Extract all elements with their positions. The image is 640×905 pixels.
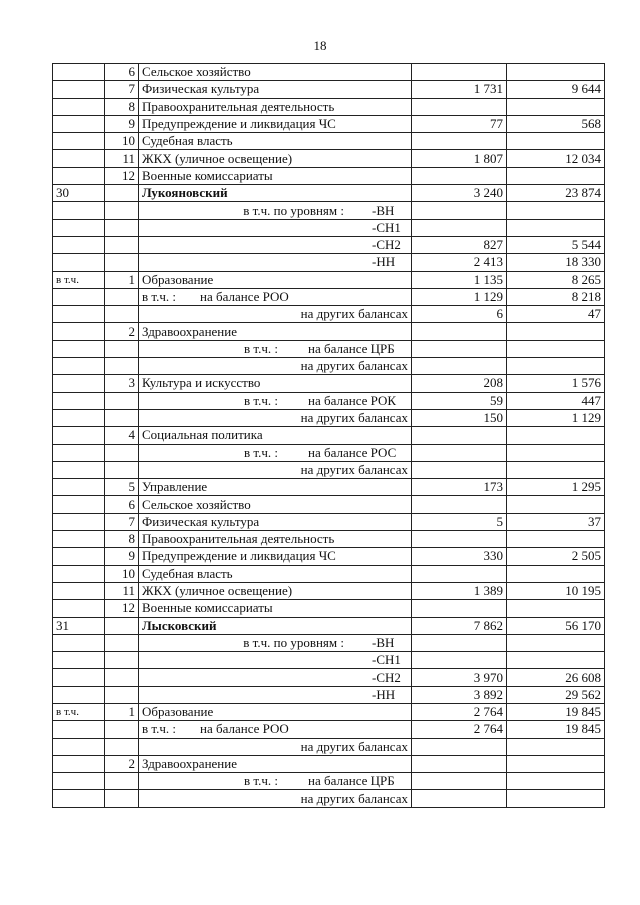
row-prefix: в т.ч.: [53, 271, 105, 288]
item-name: Предупреждение и ликвидация ЧС: [139, 548, 412, 565]
value-col2: 18 330: [507, 254, 605, 271]
value-col1: 208: [412, 375, 507, 392]
value-col1: 77: [412, 115, 507, 132]
balance-prefix: в т.ч. :: [244, 444, 278, 460]
value-col2: [507, 64, 605, 81]
table-row: [53, 288, 605, 305]
item-number: 10: [105, 133, 139, 150]
level-cell: [139, 652, 412, 669]
value-col1: [412, 167, 507, 184]
value-col2: [507, 600, 605, 617]
value-col2: 19 845: [507, 721, 605, 738]
item-number: [105, 738, 139, 755]
row-prefix: [53, 634, 105, 651]
value-col1: 2 764: [412, 721, 507, 738]
table-row: [53, 652, 605, 669]
table-row: [53, 686, 605, 703]
value-col2: 23 874: [507, 185, 605, 202]
value-col1: 150: [412, 409, 507, 426]
value-col2: [507, 340, 605, 357]
value-col1: 1 731: [412, 81, 507, 98]
value-col2: [507, 652, 605, 669]
row-prefix: [53, 115, 105, 132]
table-row: [53, 202, 605, 219]
row-prefix: [53, 427, 105, 444]
balance-prefix: в т.ч. :: [142, 289, 176, 304]
value-col2: [507, 461, 605, 478]
table-row: [53, 340, 605, 357]
item-name: Здравоохранение: [139, 755, 412, 772]
value-col1: 2 413: [412, 254, 507, 271]
table-row: [53, 375, 605, 392]
row-prefix: [53, 686, 105, 703]
table-row: [53, 634, 605, 651]
table-row: [53, 150, 605, 167]
item-name: Социальная политика: [139, 427, 412, 444]
value-col2: [507, 323, 605, 340]
row-prefix: [53, 496, 105, 513]
row-prefix: [53, 461, 105, 478]
item-name: ЖКХ (уличное освещение): [139, 582, 412, 599]
value-col2: [507, 565, 605, 582]
value-col2: 1 129: [507, 409, 605, 426]
value-col1: [412, 202, 507, 219]
district-row: [53, 617, 605, 634]
row-prefix: [53, 392, 105, 409]
table-row: [53, 600, 605, 617]
row-prefix: [53, 306, 105, 323]
table-row: [53, 167, 605, 184]
item-number: 7: [105, 513, 139, 530]
table-row: [53, 271, 605, 288]
item-number: 12: [105, 600, 139, 617]
balance-label: на балансе РОО: [200, 721, 289, 737]
level-cell: [139, 686, 412, 703]
value-col1: 330: [412, 548, 507, 565]
value-col1: [412, 790, 507, 807]
other-balance-label: на других балансах: [139, 738, 412, 755]
item-number: [105, 669, 139, 686]
row-prefix: [53, 669, 105, 686]
table-row: [53, 548, 605, 565]
district-row: [53, 185, 605, 202]
item-name: Образование: [139, 703, 412, 720]
row-prefix: [53, 219, 105, 236]
value-col1: [412, 64, 507, 81]
table-row: [53, 773, 605, 790]
value-col1: 7 862: [412, 617, 507, 634]
value-col1: [412, 773, 507, 790]
row-prefix: [53, 652, 105, 669]
item-number: [105, 652, 139, 669]
item-name: Правоохранительная деятельность: [139, 98, 412, 115]
value-col1: [412, 358, 507, 375]
item-name: Предупреждение и ликвидация ЧС: [139, 115, 412, 132]
level-label: -ВН: [372, 202, 395, 218]
district-number: 30: [53, 185, 105, 202]
value-col1: [412, 219, 507, 236]
item-number: 4: [105, 427, 139, 444]
other-balance-label: на других балансах: [139, 306, 412, 323]
balance-label: на балансе ЦРБ: [308, 340, 395, 356]
page-number: 18: [313, 38, 327, 53]
item-number: [105, 185, 139, 202]
item-name: ЖКХ (уличное освещение): [139, 150, 412, 167]
value-col2: 2 505: [507, 548, 605, 565]
table-row: [53, 738, 605, 755]
value-col2: [507, 358, 605, 375]
value-col2: 1 295: [507, 479, 605, 496]
item-number: 11: [105, 150, 139, 167]
level-label: -СН1: [372, 219, 401, 235]
row-prefix: [53, 375, 105, 392]
item-number: 1: [105, 703, 139, 720]
table-row: [53, 513, 605, 530]
item-number: 9: [105, 548, 139, 565]
row-prefix: [53, 150, 105, 167]
value-col2: [507, 790, 605, 807]
row-prefix: [53, 600, 105, 617]
item-number: 11: [105, 582, 139, 599]
row-prefix: [53, 531, 105, 548]
level-label: -ВН: [372, 634, 395, 650]
item-name: Военные комиссариаты: [139, 600, 412, 617]
row-prefix: [53, 81, 105, 98]
value-col1: [412, 340, 507, 357]
value-col2: [507, 444, 605, 461]
item-number: [105, 392, 139, 409]
row-prefix: [53, 582, 105, 599]
level-cell: [139, 236, 412, 253]
table-row: [53, 98, 605, 115]
value-col2: 447: [507, 392, 605, 409]
value-col2: [507, 202, 605, 219]
balance-cell: [139, 721, 412, 738]
district-name: Лукояновский: [139, 185, 412, 202]
table-row: [53, 703, 605, 720]
balance-cell: [139, 444, 412, 461]
value-col2: [507, 738, 605, 755]
value-col1: 1 807: [412, 150, 507, 167]
table-row: [53, 409, 605, 426]
table-row: [53, 115, 605, 132]
value-col1: [412, 738, 507, 755]
row-prefix: [53, 548, 105, 565]
level-label: -СН2: [372, 237, 401, 253]
row-prefix: [53, 479, 105, 496]
item-name: Судебная власть: [139, 133, 412, 150]
row-prefix: [53, 409, 105, 426]
table-row: [53, 392, 605, 409]
district-name: Лысковский: [139, 617, 412, 634]
table-row: [53, 531, 605, 548]
item-number: [105, 219, 139, 236]
table-row: [53, 133, 605, 150]
item-name: Управление: [139, 479, 412, 496]
level-label: -НН: [372, 686, 396, 702]
table-row: [53, 582, 605, 599]
item-number: 9: [105, 115, 139, 132]
value-col2: 1 576: [507, 375, 605, 392]
table-row: [53, 323, 605, 340]
value-col2: [507, 634, 605, 651]
item-name: Судебная власть: [139, 565, 412, 582]
table-row: [53, 669, 605, 686]
row-prefix: [53, 513, 105, 530]
balance-prefix: в т.ч. :: [244, 340, 278, 356]
other-balance-label: на других балансах: [139, 461, 412, 478]
item-number: [105, 288, 139, 305]
value-col1: [412, 652, 507, 669]
balance-cell: [139, 288, 412, 305]
value-col1: [412, 531, 507, 548]
value-col2: 5 544: [507, 236, 605, 253]
value-col1: 173: [412, 479, 507, 496]
row-prefix: [53, 444, 105, 461]
value-col2: [507, 531, 605, 548]
item-number: [105, 306, 139, 323]
item-number: 8: [105, 531, 139, 548]
level-cell: [139, 202, 412, 219]
row-prefix: [53, 340, 105, 357]
balance-cell: [139, 392, 412, 409]
level-label: -НН: [372, 254, 396, 270]
value-col2: 8 265: [507, 271, 605, 288]
level-prefix: в т.ч. по уровням :: [243, 202, 344, 218]
balance-label: на балансе РОК: [308, 392, 397, 408]
value-col1: 1 135: [412, 271, 507, 288]
item-number: [105, 358, 139, 375]
value-col1: [412, 98, 507, 115]
item-name: Сельское хозяйство: [139, 64, 412, 81]
item-number: 7: [105, 81, 139, 98]
item-number: [105, 721, 139, 738]
item-number: 2: [105, 323, 139, 340]
table-row: [53, 306, 605, 323]
value-col2: [507, 219, 605, 236]
value-col2: [507, 167, 605, 184]
item-name: Образование: [139, 271, 412, 288]
value-col2: [507, 773, 605, 790]
row-prefix: [53, 167, 105, 184]
row-prefix: [53, 565, 105, 582]
row-prefix: [53, 236, 105, 253]
item-number: 3: [105, 375, 139, 392]
balance-prefix: в т.ч. :: [244, 773, 278, 789]
item-name: Физическая культура: [139, 513, 412, 530]
level-label: -СН2: [372, 669, 401, 685]
item-number: 2: [105, 755, 139, 772]
value-col2: 9 644: [507, 81, 605, 98]
row-prefix: в т.ч.: [53, 703, 105, 720]
value-col2: [507, 133, 605, 150]
balance-label: на балансе ЦРБ: [308, 773, 395, 789]
table-row: [53, 790, 605, 807]
row-prefix: [53, 358, 105, 375]
level-cell: [139, 669, 412, 686]
item-number: [105, 617, 139, 634]
value-col2: 29 562: [507, 686, 605, 703]
value-col1: 3 970: [412, 669, 507, 686]
item-number: 10: [105, 565, 139, 582]
value-col1: 1 129: [412, 288, 507, 305]
value-col2: 37: [507, 513, 605, 530]
table-row: [53, 358, 605, 375]
item-name: Физическая культура: [139, 81, 412, 98]
value-col2: [507, 427, 605, 444]
value-col1: 59: [412, 392, 507, 409]
value-col1: [412, 600, 507, 617]
balance-prefix: в т.ч. :: [142, 721, 176, 737]
balance-prefix: в т.ч. :: [244, 392, 278, 408]
value-col2: 47: [507, 306, 605, 323]
row-prefix: [53, 254, 105, 271]
item-number: [105, 254, 139, 271]
table-row: [53, 254, 605, 271]
level-prefix: в т.ч. по уровням :: [243, 634, 344, 650]
value-col1: [412, 444, 507, 461]
level-label: -СН1: [372, 652, 401, 668]
row-prefix: [53, 64, 105, 81]
table-row: [53, 81, 605, 98]
value-col1: 1 389: [412, 582, 507, 599]
value-col2: [507, 98, 605, 115]
value-col1: [412, 496, 507, 513]
table-row: [53, 479, 605, 496]
row-prefix: [53, 98, 105, 115]
row-prefix: [53, 738, 105, 755]
item-number: 6: [105, 496, 139, 513]
item-number: 12: [105, 167, 139, 184]
table-row: [53, 427, 605, 444]
item-number: [105, 461, 139, 478]
item-number: [105, 790, 139, 807]
item-name: Сельское хозяйство: [139, 496, 412, 513]
row-prefix: [53, 133, 105, 150]
item-number: [105, 236, 139, 253]
row-prefix: [53, 721, 105, 738]
level-cell: [139, 634, 412, 651]
table-row: [53, 64, 605, 81]
value-col1: 5: [412, 513, 507, 530]
item-number: [105, 634, 139, 651]
table-row: [53, 219, 605, 236]
item-name: Культура и искусство: [139, 375, 412, 392]
item-name: Правоохранительная деятельность: [139, 531, 412, 548]
level-cell: [139, 254, 412, 271]
value-col2: 19 845: [507, 703, 605, 720]
value-col1: [412, 323, 507, 340]
other-balance-label: на других балансах: [139, 358, 412, 375]
district-number: 31: [53, 617, 105, 634]
level-cell: [139, 219, 412, 236]
value-col2: 568: [507, 115, 605, 132]
value-col1: [412, 427, 507, 444]
item-number: [105, 202, 139, 219]
value-col1: [412, 634, 507, 651]
item-number: 8: [105, 98, 139, 115]
value-col2: [507, 755, 605, 772]
value-col1: 6: [412, 306, 507, 323]
table-row: [53, 236, 605, 253]
row-prefix: [53, 773, 105, 790]
value-col1: [412, 755, 507, 772]
item-number: 1: [105, 271, 139, 288]
table-row: [53, 444, 605, 461]
budget-table: [52, 63, 605, 808]
row-prefix: [53, 288, 105, 305]
other-balance-label: на других балансах: [139, 790, 412, 807]
item-number: 6: [105, 64, 139, 81]
table-row: [53, 565, 605, 582]
row-prefix: [53, 323, 105, 340]
row-prefix: [53, 202, 105, 219]
balance-cell: [139, 773, 412, 790]
value-col1: 3 892: [412, 686, 507, 703]
value-col1: [412, 565, 507, 582]
value-col1: 2 764: [412, 703, 507, 720]
value-col2: [507, 496, 605, 513]
table-row: [53, 755, 605, 772]
value-col1: [412, 133, 507, 150]
value-col2: 12 034: [507, 150, 605, 167]
other-balance-label: на других балансах: [139, 409, 412, 426]
row-prefix: [53, 790, 105, 807]
balance-cell: [139, 340, 412, 357]
value-col1: 3 240: [412, 185, 507, 202]
row-prefix: [53, 755, 105, 772]
item-name: Здравоохранение: [139, 323, 412, 340]
item-number: [105, 773, 139, 790]
table-row: [53, 496, 605, 513]
item-number: 5: [105, 479, 139, 496]
item-number: [105, 340, 139, 357]
table-row: [53, 721, 605, 738]
table-row: [53, 461, 605, 478]
item-number: [105, 444, 139, 461]
value-col2: 56 170: [507, 617, 605, 634]
balance-label: на балансе РОО: [200, 289, 289, 304]
item-number: [105, 686, 139, 703]
value-col1: [412, 461, 507, 478]
value-col2: 10 195: [507, 582, 605, 599]
item-name: Военные комиссариаты: [139, 167, 412, 184]
value-col1: 827: [412, 236, 507, 253]
value-col2: 26 608: [507, 669, 605, 686]
balance-label: на балансе РОС: [308, 444, 397, 460]
value-col2: 8 218: [507, 288, 605, 305]
item-number: [105, 409, 139, 426]
